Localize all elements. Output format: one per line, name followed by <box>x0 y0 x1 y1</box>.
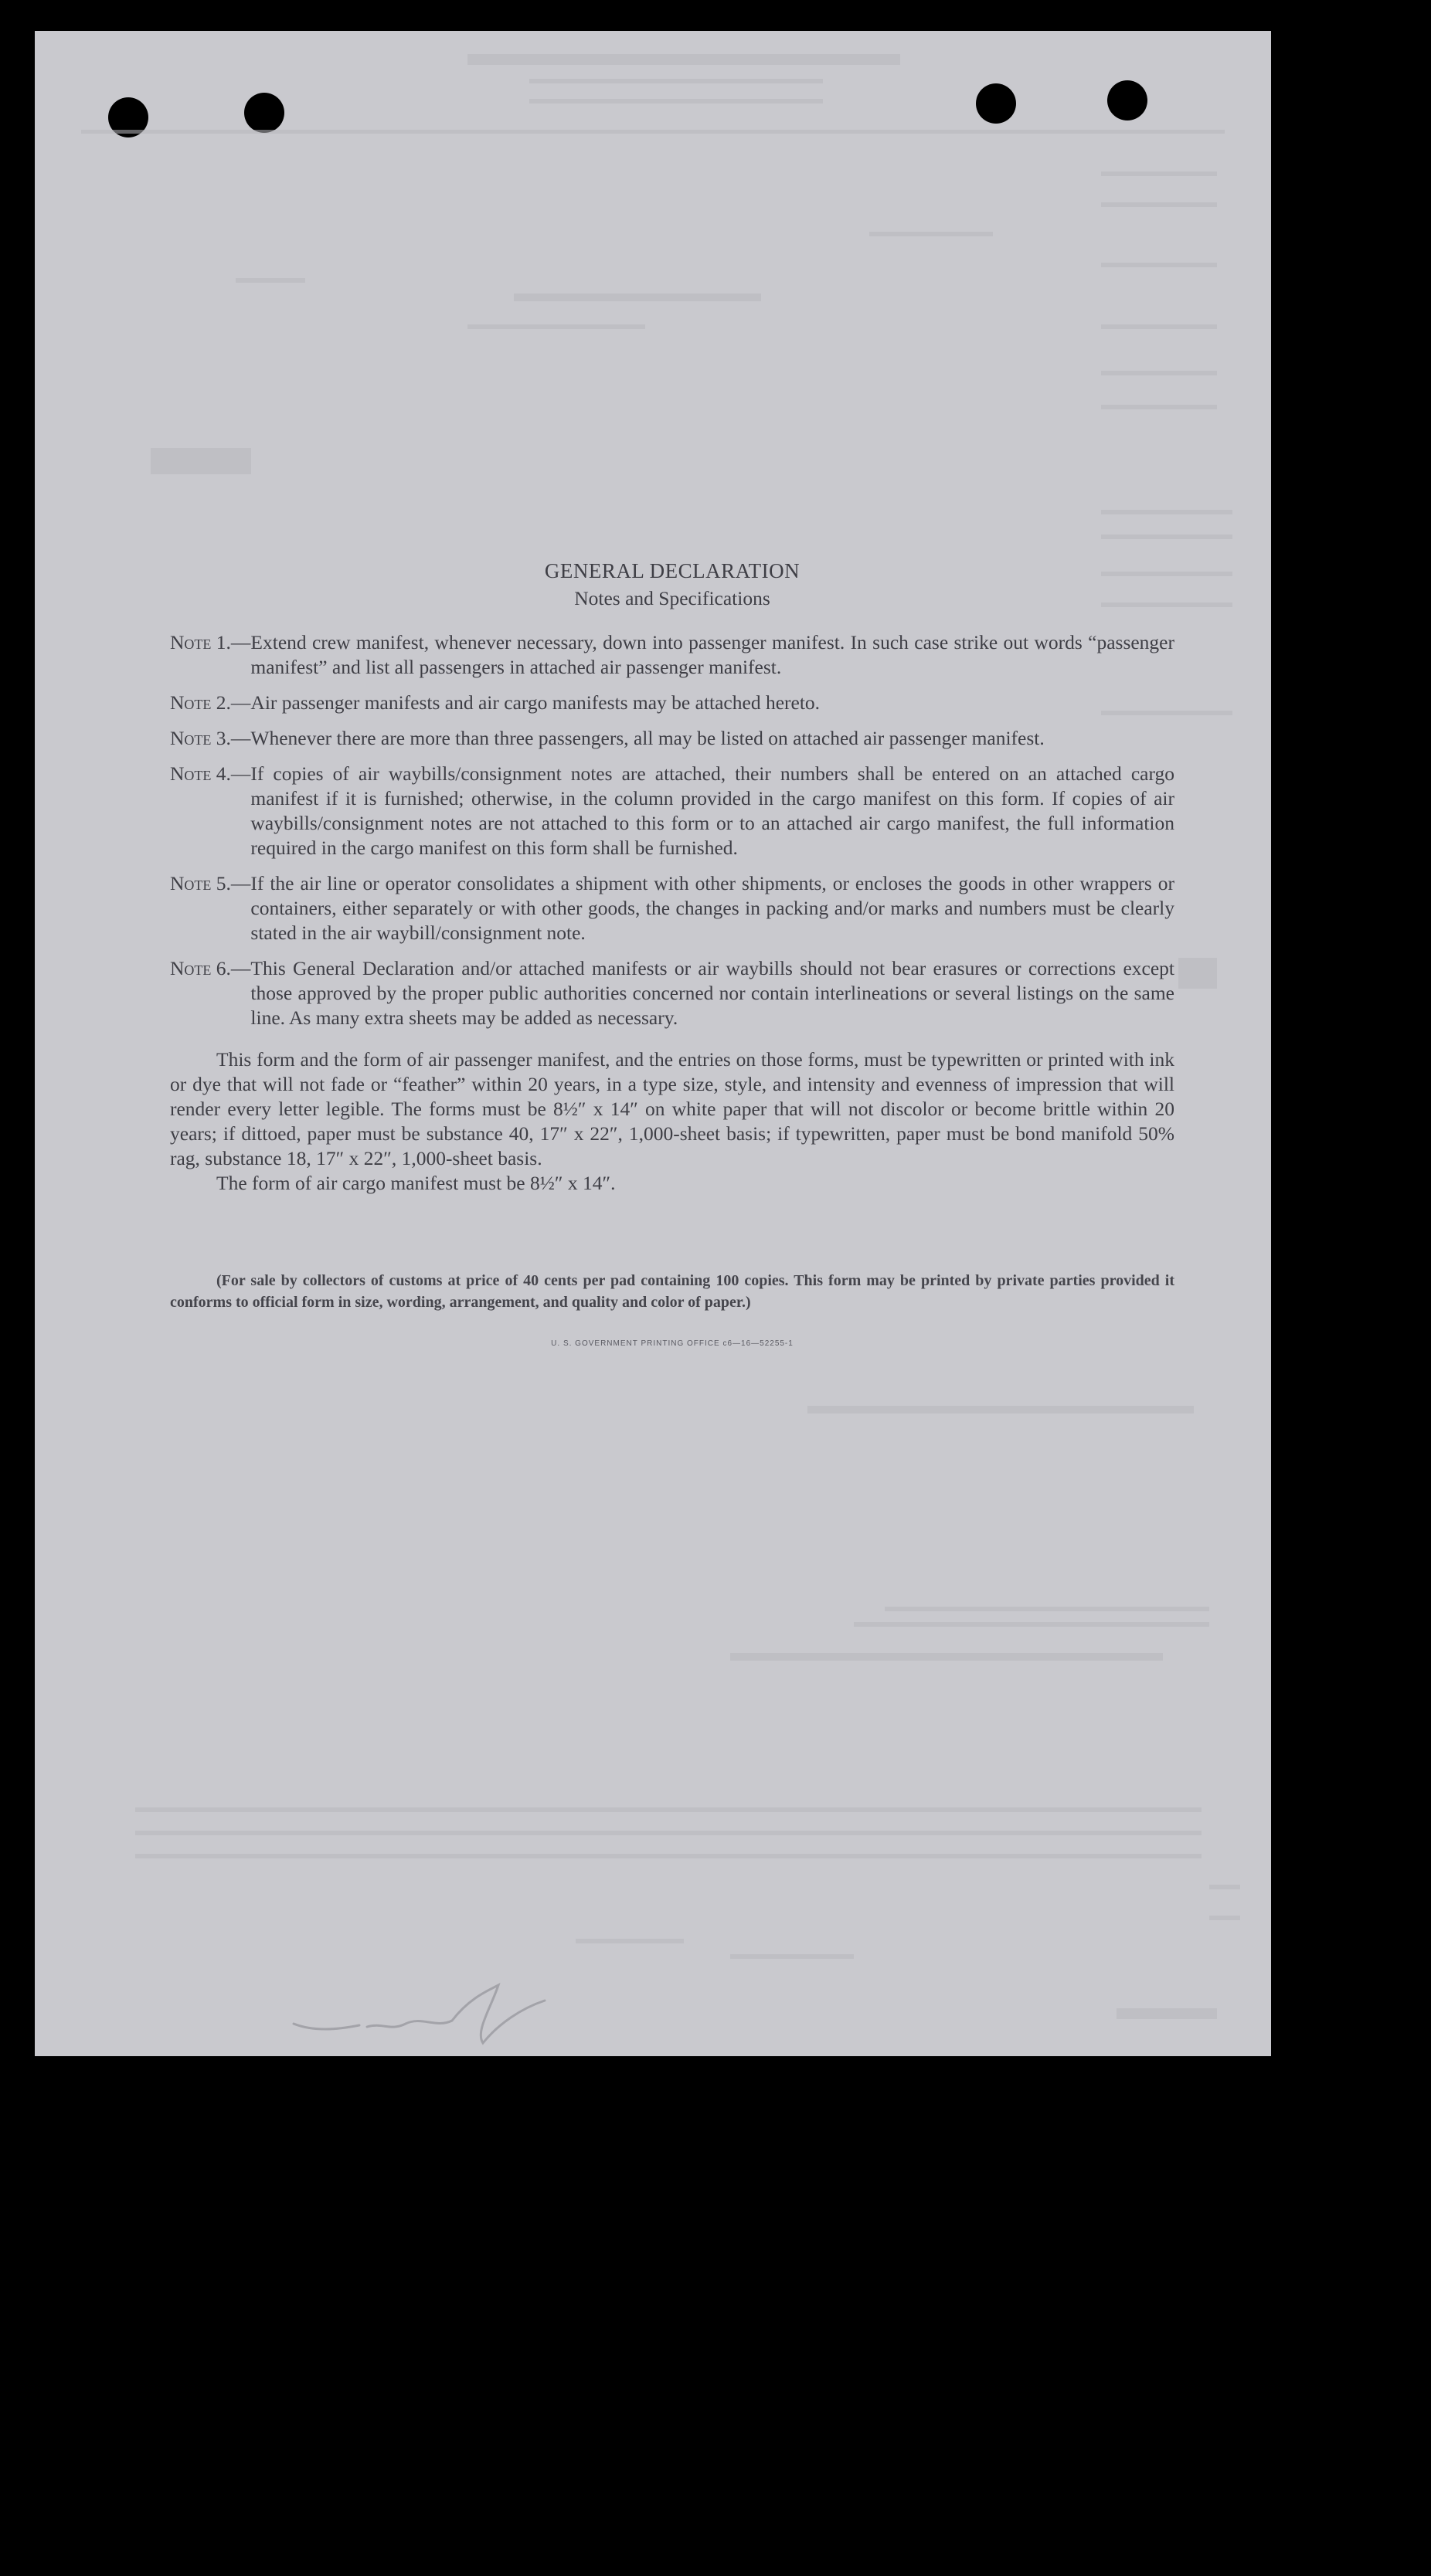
bleed-through-mark <box>514 294 761 301</box>
bleed-through-mark <box>885 1607 1209 1611</box>
bleed-through-mark <box>1101 171 1217 176</box>
bleed-through-mark <box>529 99 823 104</box>
bleed-through-mark <box>1101 535 1232 539</box>
document-page <box>35 31 1271 2056</box>
note-4 <box>170 762 1174 860</box>
bleed-through-mark <box>1178 958 1217 989</box>
note-label: Note 5.— <box>170 872 251 894</box>
note-text: Air passenger manifests and air cargo manifests may be attached hereto. <box>250 691 821 714</box>
bleed-through-mark <box>1101 405 1217 409</box>
bleed-through-mark <box>467 324 645 329</box>
page-title: GENERAL DECLARATION <box>544 559 800 582</box>
bleed-through-mark <box>1101 263 1217 267</box>
spec-paragraph: This form and the form of air passenger manifest, and the entries on those forms, must be typewritten or printed with ink or dye that will not fade or “feather” within 20 years, in a type size, style, and intensity and evenness of impression that will render every letter legible. The forms must be 8½″ x 14″ on white paper that will not discolor or become brittle within 20 years; if dittoed, paper must be substance 40, 17″ x 22″, 1,000-sheet basis; if typewritten, paper must be bond manifold 50% rag, substance 18, 17″ x 22″, 1,000-sheet basis. <box>170 1048 1174 1169</box>
printer-imprint: U. S. GOVERNMENT PRINTING OFFICE c6—16—52255-1 <box>551 1339 794 1348</box>
bleed-through-mark <box>869 232 993 236</box>
bleed-through-mark <box>730 1954 854 1959</box>
declaration-notes <box>170 556 1174 1356</box>
note-text: Extend crew manifest, whenever necessary, down into passenger manifest. In such case strike out words “passenger manifest” and list all passengers in attached air passenger manifest. <box>250 631 1174 678</box>
note-label: Note 1.— <box>170 631 251 653</box>
bleed-through-mark <box>467 54 900 65</box>
note-label: Note 6.— <box>170 957 251 979</box>
page-subtitle: Notes and Specifications <box>574 587 770 609</box>
bleed-through-mark <box>1209 1885 1240 1889</box>
bleed-through-mark <box>576 1939 684 1943</box>
note-label: Note 3.— <box>170 727 251 749</box>
bleed-through-mark <box>135 1854 1202 1858</box>
bleed-through-mark <box>1101 510 1232 514</box>
bleed-through-mark <box>1117 2008 1217 2019</box>
bleed-through-mark <box>807 1406 1194 1414</box>
bleed-through-mark <box>236 278 305 283</box>
note-text: Whenever there are more than three passengers, all may be listed on attached air passenger manifest. <box>250 727 1045 749</box>
signature-bleed-through <box>290 1977 568 2047</box>
note-1 <box>170 630 1174 680</box>
note-5 <box>170 871 1174 945</box>
bleed-through-mark <box>730 1653 1163 1661</box>
bleed-through-mark <box>1101 371 1217 375</box>
bleed-through-mark <box>135 1807 1202 1812</box>
note-text: If the air line or operator consolidates a shipment with other shipments, or encloses the goods in other wrappers or containers, either separately or with other goods, the changes in packing and/or marks and numbers must be clearly stated in the air waybill/consignment note. <box>250 872 1174 944</box>
bleed-through-mark <box>81 130 1225 134</box>
bleed-through-mark <box>854 1622 1209 1627</box>
note-text: This General Declaration and/or attached manifests or air waybills should not bear erasures or corrections except those approved by the proper public authorities concerned nor contain interlineations or several listings on the same line. As many extra sheets may be added as necessary. <box>250 957 1174 1029</box>
bleed-through-mark <box>1209 1916 1240 1920</box>
sale-notice: (For sale by collectors of customs at price of 40 cents per pad containing 100 copies. This form may be printed by private parties provided it conforms to official form in size, wording, arrangement, and quality and color of paper.) <box>170 1272 1174 1311</box>
note-2 <box>170 691 1174 715</box>
spec-paragraph: The form of air cargo manifest must be 8½″ x 14″. <box>216 1172 616 1194</box>
bleed-through-mark <box>135 1831 1202 1835</box>
note-6 <box>170 956 1174 1030</box>
specifications <box>170 1047 1174 1196</box>
note-text: If copies of air waybills/consignment notes are attached, their numbers shall be entered on an attached cargo manifest if it is furnished; otherwise, in the column provided in the cargo manifest on this form. If copies of air waybills/consignment notes are not attached to this form or to an attached air cargo manifest, the full information required in the cargo manifest on this form shall be furnished. <box>250 762 1174 859</box>
note-label: Note 2.— <box>170 691 251 714</box>
note-3 <box>170 726 1174 751</box>
bleed-through-mark <box>1101 324 1217 329</box>
bleed-through-mark <box>529 79 823 83</box>
note-label: Note 4.— <box>170 762 251 785</box>
bleed-through-mark <box>151 448 251 474</box>
bleed-through-mark <box>1101 202 1217 207</box>
